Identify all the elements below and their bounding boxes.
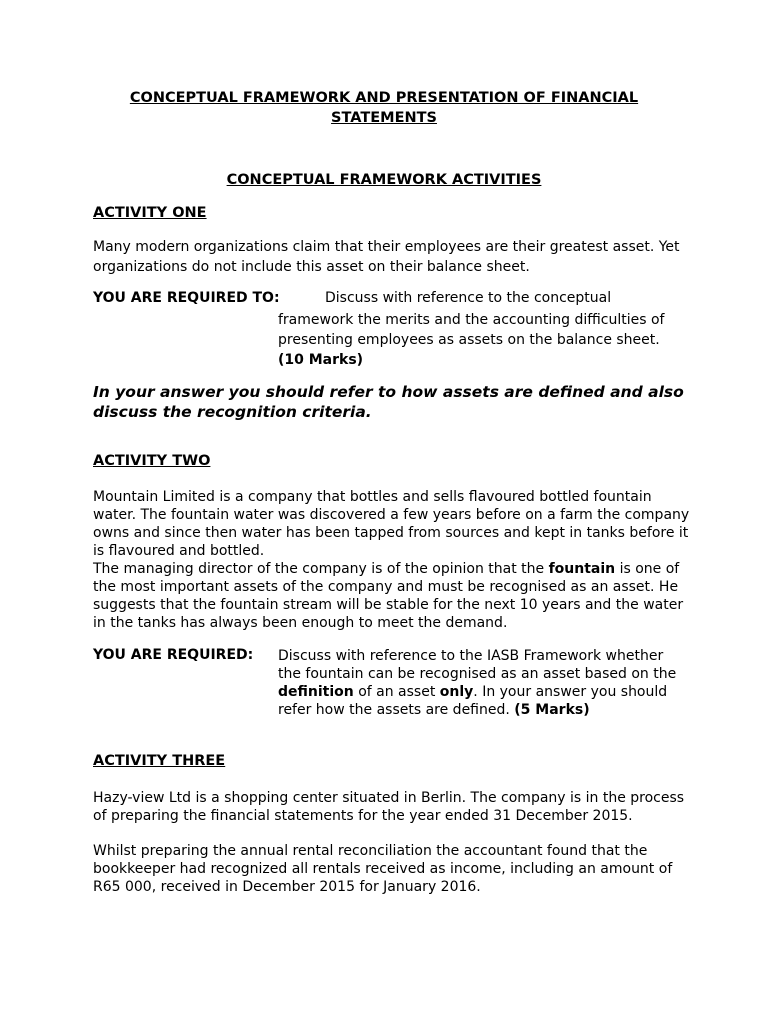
emphasis-definition: definition xyxy=(278,684,354,700)
title-line-2: STATEMENTS xyxy=(331,110,437,126)
document-title xyxy=(0,88,768,128)
activity-two-heading: ACTIVITY TWO xyxy=(93,453,211,469)
section-heading: CONCEPTUAL FRAMEWORK ACTIVITIES xyxy=(226,172,542,188)
activity-one-required-line-3: presenting employees as assets on the balance sheet. xyxy=(278,332,660,348)
activity-one-required-rest xyxy=(278,310,678,370)
required-text: of an asset xyxy=(353,684,440,700)
activity-one-required-line-2: framework the merits and the accounting difficulties of xyxy=(278,312,665,328)
activity-one-required-line-1: Discuss with reference to the conceptual xyxy=(325,290,612,306)
activity-two-paragraph-1: Mountain Limited is a company that bottles and sells flavoured bottled fountain water. The fountain water was discovered a few years before on a farm the company owns and since then water has been tapped from sources and kept in tanks before it is flavoured and bottled. xyxy=(93,489,690,559)
emphasis-only: only xyxy=(439,684,474,700)
title-line-1: CONCEPTUAL FRAMEWORK AND PRESENTATION OF FINANCIAL xyxy=(129,90,639,106)
activity-one-marks: (10 Marks) xyxy=(278,352,364,368)
required-text: Discuss with reference to the IASB Framework whether the fountain can be recognised as an asset based on the xyxy=(278,648,677,682)
activity-one-heading: ACTIVITY ONE xyxy=(93,205,207,221)
activity-two-required-text xyxy=(278,647,678,719)
activity-one-note: In your answer you should refer to how assets are defined and also discuss the recognition criteria. xyxy=(93,383,684,421)
activity-two-required-label: YOU ARE REQUIRED: xyxy=(93,647,254,663)
activity-two-paragraph-2 xyxy=(93,560,693,632)
activity-three-paragraph-1: Hazy-view Ltd is a shopping center situated in Berlin. The company is in the process of preparing the financial statements for the year ended 31 December 2015. xyxy=(93,790,685,824)
paragraph-text: The managing director of the company is of the opinion that the xyxy=(93,561,549,577)
emphasis-fountain: fountain xyxy=(548,561,616,577)
paragraph-text: is one of the most important assets of the company and must be recognised as an asset. He suggests that the fountain stream will be stable for the next 10 years and the water in the tanks has always been enough to meet the demand. xyxy=(93,561,684,631)
activity-one-paragraph: Many modern organizations claim that their employees are their greatest asset. Yet organizations do not include this asset on their balance sheet. xyxy=(93,239,680,275)
activity-three-heading: ACTIVITY THREE xyxy=(93,753,226,769)
activity-two-marks: (5 Marks) xyxy=(514,702,590,718)
required-text: . In your answer you should refer how the assets are defined. xyxy=(278,684,668,718)
activity-one-required-label: YOU ARE REQUIRED TO: xyxy=(93,290,280,306)
activity-three-paragraph-2: Whilst preparing the annual rental reconciliation the accountant found that the bookkeeper had recognized all rentals received as income, including an amount of R65 000, received in December 2015 for January 2016. xyxy=(93,843,673,895)
